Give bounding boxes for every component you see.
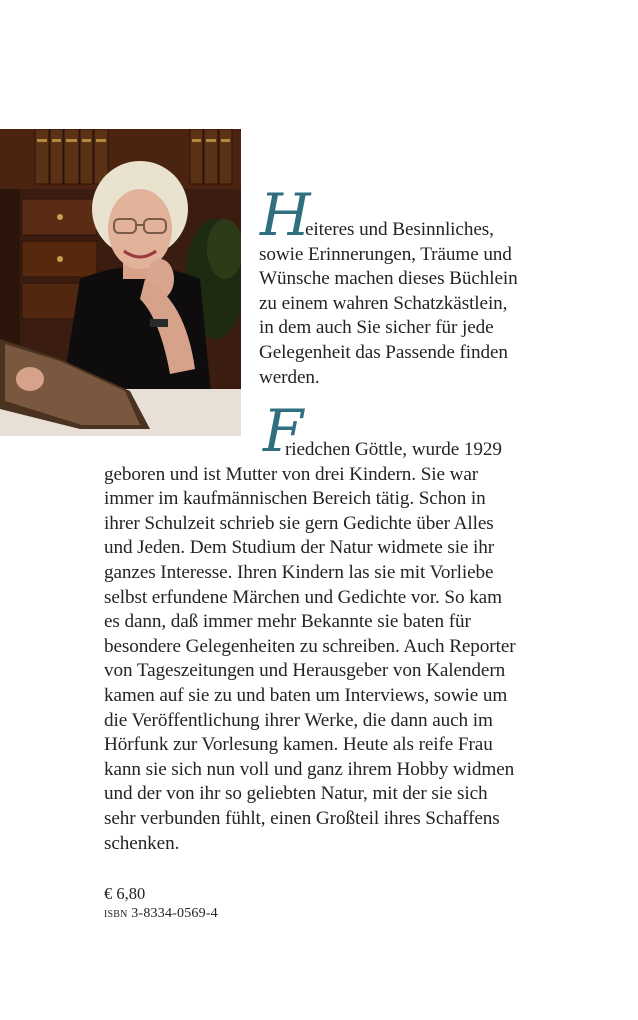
drop-cap-initial-f: F [263,397,304,465]
intro-line: in dem auch Sie sicher für jede [259,317,494,339]
bio-line: Hörfunk zur Vorlesung kamen. Heute als reife Frau [104,734,493,756]
isbn-label: isbn [104,906,128,921]
bio-line: es dann, daß immer mehr Bekannte sie baten für [104,611,471,633]
intro-line: werden. [259,366,320,388]
bio-line: sehr verbunden fühlt, einen Großteil ihres Schaffens [104,807,500,829]
bio-line: die Veröffentlichung ihrer Werke, die dann auch im [104,709,493,731]
bio-line: ihrer Schulzeit schrieb sie gern Gedichte über Alles [104,512,494,534]
author-portrait-image [0,129,241,436]
bio-line: schenken. [104,832,180,854]
bio-line: von Tageszeitungen und Herausgeber von Kalendern [104,660,506,682]
bio-line: immer im kaufmännischen Bereich tätig. Schon in [104,488,486,510]
bio-line: kann sie sich nun voll und ganz ihrem Hobby widmen [104,758,515,780]
drop-cap-initial-h: H [260,181,311,249]
bio-line: und der von ihr so geliebten Natur, mit der sie sich [104,783,488,805]
intro-line: sowie Erinnerungen, Träume und [259,243,512,265]
bio-line: besondere Gelegenheiten zu schreiben. Auch Reporter [104,635,516,657]
intro-line: Gelegenheit das Passende finden [259,341,508,363]
bio-line: riedchen Göttle, wurde 1929 [285,439,502,460]
intro-paragraph [259,218,518,390]
price-label: € 6,80 [104,884,146,903]
isbn-line [104,906,218,922]
intro-line: eiteres und Besinnliches, [305,219,494,240]
intro-line: zu einem wahren Schatzkästlein, [259,292,508,314]
isbn-number: 3-8334-0569-4 [131,906,218,921]
bio-line: ganzes Interesse. Ihren Kindern las sie mit Vorliebe [104,561,494,583]
author-photo [0,129,241,436]
bio-line: kamen auf sie zu und baten um Interviews, sowie um [104,684,508,706]
bio-line: und Jeden. Dem Studium der Natur widmete sie ihr [104,537,495,559]
bio-line: selbst erfundene Märchen und Gedichte vor. So kam [104,586,502,608]
biography-paragraph [104,438,516,856]
bio-line: geboren und ist Mutter von drei Kindern. Sie war [104,463,479,485]
intro-line: Wünsche machen dieses Büchlein [259,268,518,290]
